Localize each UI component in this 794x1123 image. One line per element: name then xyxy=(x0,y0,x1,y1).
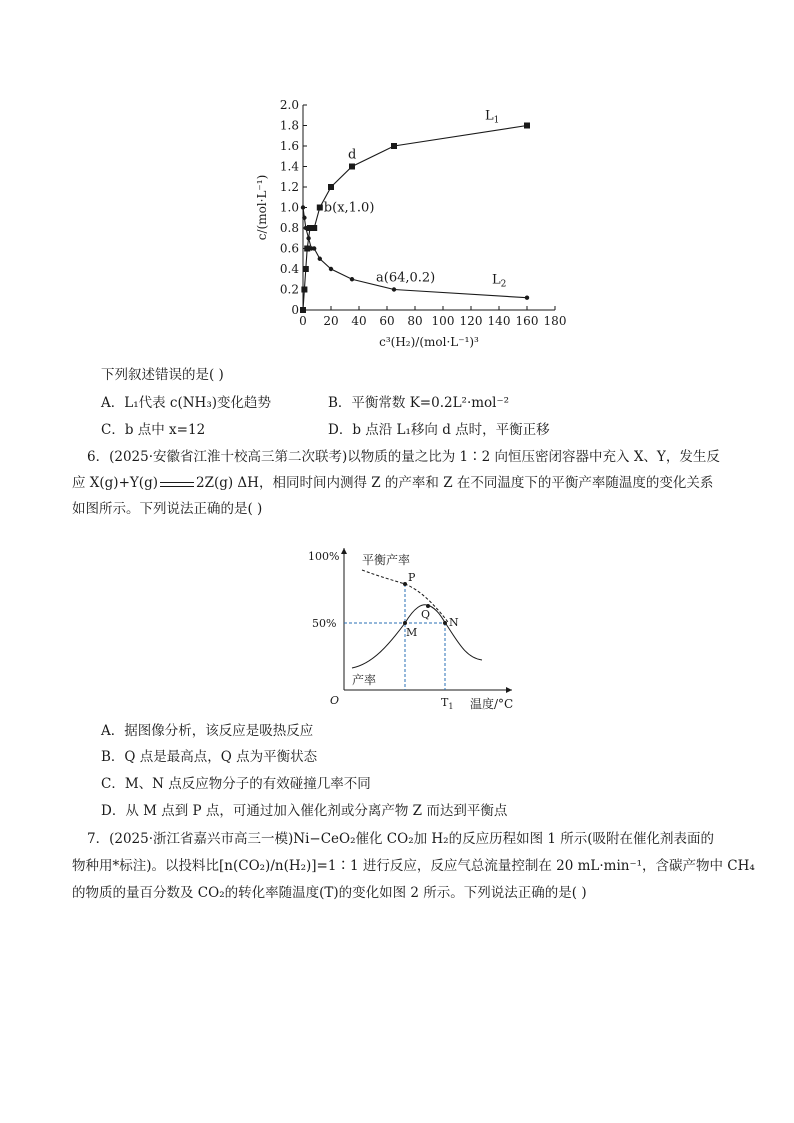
annotation-bx10: b(x,1.0) xyxy=(323,200,375,216)
yield-label: 产率 xyxy=(352,673,377,687)
label-p: P xyxy=(408,571,416,584)
point-l2 xyxy=(304,226,308,230)
point-l2 xyxy=(329,267,333,271)
x-tick-label: 60 xyxy=(379,314,395,328)
point-l1 xyxy=(300,307,306,313)
point-l2 xyxy=(306,236,310,240)
point-n xyxy=(443,621,447,625)
x-tick-label: 160 xyxy=(515,314,539,328)
point-l1 xyxy=(301,287,307,293)
label-q: Q xyxy=(421,608,431,621)
question-stem: 下列叙述错误的是( ) xyxy=(101,367,224,383)
t1-label: $T_1$ xyxy=(441,696,454,711)
x-axis-label: c³(H₂)/(mol·L⁻¹)³ xyxy=(379,335,479,349)
q7-line2: 物种用*标注)。以投料比[n(CO₂)/n(H₂)]=1∶1 进行反应，反应气总流量控制在 20 mL·min⁻¹，含碳产物中 CH₄ xyxy=(72,858,755,874)
concentration-chart xyxy=(250,95,580,355)
point-l2 xyxy=(392,287,396,291)
point-l1 xyxy=(328,184,334,190)
y-tick-label: 0.6 xyxy=(279,241,299,256)
q6-line2-b: 2Z(g) ΔH，相同时间内测得 Z 的产率和 Z 在不同温度下的平衡产率随温度的变化关系 xyxy=(195,475,714,491)
series-label-l1: $L_1$ xyxy=(485,108,500,126)
y-tick-label: 1.4 xyxy=(279,159,299,174)
point-p xyxy=(403,582,407,586)
q7-line1: 7．(2025·浙江省嘉兴市高三一模)Ni−CeO₂催化 CO₂加 H₂的反应历程如图 1 所示(吸附在催化剂表面的 xyxy=(87,831,715,847)
y-tick-label: 1.6 xyxy=(279,139,299,153)
point-l2 xyxy=(525,296,529,300)
x-tick-label: 100 xyxy=(431,314,455,328)
point-l1 xyxy=(317,205,323,211)
point-l2 xyxy=(318,257,322,261)
y-tick-50: 50% xyxy=(312,617,337,630)
y-tick-label: 0.8 xyxy=(279,221,299,235)
q6-option-d: D．从 M 点到 P 点，可通过加入催化剂或分离产物 Z 而达到平衡点 xyxy=(101,803,508,819)
y-tick-label: 2.0 xyxy=(279,98,299,112)
x-tick-label: 140 xyxy=(487,314,511,328)
origin-label: O xyxy=(330,694,340,707)
label-n: N xyxy=(449,616,459,629)
x-axis-label: 温度/°C xyxy=(470,697,514,711)
annotation-a6402: a(64,0.2) xyxy=(376,270,436,286)
yield-temperature-chart xyxy=(300,540,530,715)
label-m: M xyxy=(406,626,418,639)
equilibrium-yield-label: 平衡产率 xyxy=(362,553,411,567)
point-l1 xyxy=(349,164,355,170)
equilibrium-arrow-icon xyxy=(160,479,194,489)
option-a: A．L₁代表 c(NH₃)变化趋势 xyxy=(101,395,272,411)
point-l2 xyxy=(312,246,316,250)
q7-line3: 的物质的量百分数及 CO₂的转化率随温度(T)的变化如图 2 所示。下列说法正确的是( ) xyxy=(72,885,587,901)
q6-option-a: A．据图像分析，该反应是吸热反应 xyxy=(101,723,314,739)
q6-option-c: C．M、N 点反应物分子的有效碰撞几率不同 xyxy=(101,776,371,792)
y-tick-label: 1.2 xyxy=(279,180,299,194)
annotation-d: d xyxy=(348,147,357,163)
point-l2 xyxy=(302,216,306,220)
q6-line3: 如图所示。下列说法正确的是( ) xyxy=(72,501,263,517)
point-l1 xyxy=(391,143,397,149)
x-tick-label: 40 xyxy=(351,314,367,328)
series-label-l2: $L_2$ xyxy=(492,272,507,290)
option-b: B．平衡常数 K=0.2L²·mol⁻² xyxy=(328,395,510,411)
point-l1 xyxy=(303,266,309,272)
q6-line2-a: 应 X(g)+Y(g) xyxy=(72,475,158,491)
q6-option-b: B．Q 点是最高点，Q 点为平衡状态 xyxy=(101,749,318,765)
point-l1 xyxy=(311,225,317,231)
option-c: C．b 点中 x=12 xyxy=(101,422,206,438)
y-tick-label: 0.2 xyxy=(279,282,299,297)
q6-line2 xyxy=(72,474,713,492)
y-tick-label: 1.8 xyxy=(279,118,299,133)
y-axis-label: c/(mol·L⁻¹) xyxy=(255,174,269,241)
y-tick-label: 0.4 xyxy=(279,262,299,276)
point-l2 xyxy=(350,277,354,281)
y-tick-label: 1.0 xyxy=(279,200,299,215)
point-l1 xyxy=(524,123,530,129)
point-m xyxy=(403,621,407,625)
y-tick-100: 100% xyxy=(308,550,340,563)
x-tick-label: 80 xyxy=(407,314,423,328)
x-tick-label: 20 xyxy=(323,314,339,328)
x-tick-label: 0 xyxy=(299,314,307,328)
x-tick-label: 180 xyxy=(543,314,567,328)
q6-line1: 6．(2025·安徽省江淮十校高三第二次联考)以物质的量之比为 1∶2 向恒压密闭容器中充入 X、Y，发生反 xyxy=(87,449,720,465)
x-tick-label: 120 xyxy=(459,314,483,328)
point-l2 xyxy=(301,205,305,209)
y-tick-label: 0 xyxy=(291,303,299,317)
option-d: D．b 点沿 L₁移向 d 点时，平衡正移 xyxy=(328,422,550,438)
